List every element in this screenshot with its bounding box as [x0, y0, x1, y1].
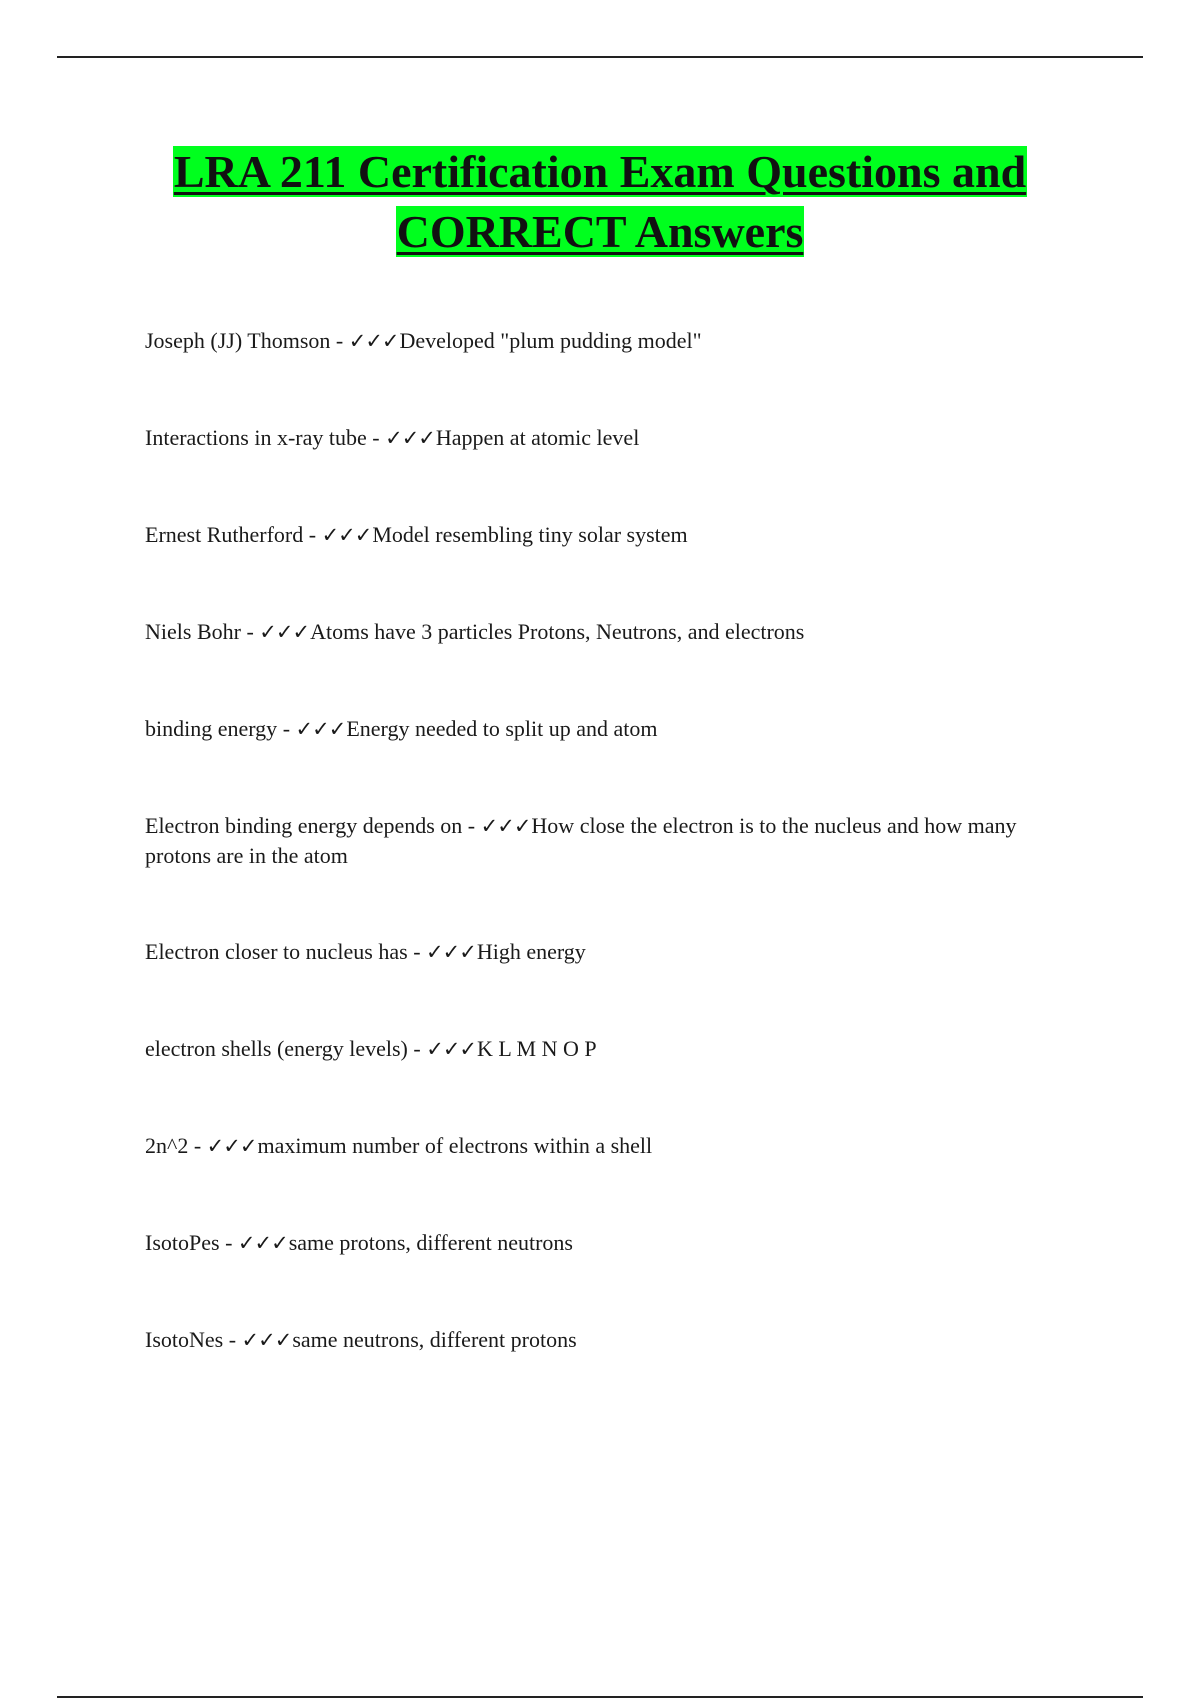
qa-item: [145, 1034, 1065, 1064]
qa-term: Ernest Rutherford: [145, 522, 304, 547]
checkmark-icon: ✓✓✓: [385, 426, 435, 450]
qa-term: Electron closer to nucleus has: [145, 939, 408, 964]
checkmark-icon: ✓✓✓: [480, 814, 531, 838]
checkmark-icon: ✓✓✓: [237, 1231, 288, 1255]
checkmark-icon: ✓✓✓: [426, 1037, 477, 1061]
qa-term: Niels Bohr: [145, 619, 241, 644]
question-answer-list: [145, 326, 1065, 1422]
checkmark-icon: ✓✓✓: [206, 1134, 257, 1158]
qa-answer: maximum number of electrons within a shell: [257, 1133, 653, 1158]
qa-term: electron shells (energy levels): [145, 1036, 408, 1061]
qa-item: [145, 326, 1065, 356]
qa-term: 2n^2: [145, 1133, 189, 1158]
qa-item: [145, 714, 1065, 744]
qa-separator: -: [330, 328, 349, 353]
qa-separator: -: [219, 1230, 238, 1255]
qa-item: [145, 617, 1065, 647]
checkmark-icon: ✓✓✓: [348, 329, 399, 353]
qa-answer: High energy: [476, 939, 586, 964]
title-line-2: CORRECT Answers: [396, 206, 804, 257]
qa-item: [145, 1131, 1065, 1161]
footer-rule: [57, 1696, 1143, 1698]
qa-answer: Happen at atomic level: [435, 425, 640, 450]
qa-item: [145, 1228, 1065, 1258]
title-line-1: LRA 211 Certification Exam Questions and: [173, 146, 1027, 197]
checkmark-icon: ✓✓✓: [426, 940, 476, 964]
qa-item: [145, 423, 1065, 453]
qa-answer: same neutrons, different protons: [292, 1327, 577, 1352]
checkmark-icon: ✓✓✓: [259, 620, 310, 644]
qa-term: Interactions in x-ray tube: [145, 425, 367, 450]
qa-term: IsotoNes: [145, 1327, 224, 1352]
qa-separator: -: [240, 619, 260, 644]
qa-answer: Developed "plum pudding model": [399, 328, 702, 353]
qa-separator: -: [462, 813, 481, 838]
qa-answer: K L M N O P: [477, 1036, 597, 1061]
qa-item: [145, 520, 1065, 550]
qa-separator: -: [303, 522, 322, 547]
qa-separator: -: [277, 716, 296, 741]
qa-item: [145, 1325, 1065, 1355]
qa-item: [145, 811, 1065, 871]
qa-answer: Atoms have 3 particles Protons, Neutrons, and electrons: [310, 619, 805, 644]
checkmark-icon: ✓✓✓: [295, 717, 346, 741]
qa-separator: -: [223, 1327, 242, 1352]
qa-term: binding energy: [145, 716, 278, 741]
qa-answer: How close the electron is to the nucleus and how many protons are in the atom: [145, 813, 1017, 868]
qa-term: Electron binding energy depends on: [145, 813, 463, 838]
qa-answer: Model resembling tiny solar system: [372, 522, 688, 547]
document-title: [0, 142, 1200, 262]
qa-answer: Energy needed to split up and atom: [346, 716, 658, 741]
qa-answer: same protons, different neutrons: [288, 1230, 573, 1255]
qa-separator: -: [366, 425, 386, 450]
qa-term: IsotoPes: [145, 1230, 220, 1255]
header-rule: [57, 56, 1143, 58]
qa-separator: -: [407, 939, 427, 964]
checkmark-icon: ✓✓✓: [241, 1328, 292, 1352]
qa-item: [145, 937, 1065, 967]
qa-term: Joseph (JJ) Thomson: [145, 328, 331, 353]
qa-separator: -: [407, 1036, 427, 1061]
checkmark-icon: ✓✓✓: [321, 523, 372, 547]
qa-separator: -: [188, 1133, 207, 1158]
